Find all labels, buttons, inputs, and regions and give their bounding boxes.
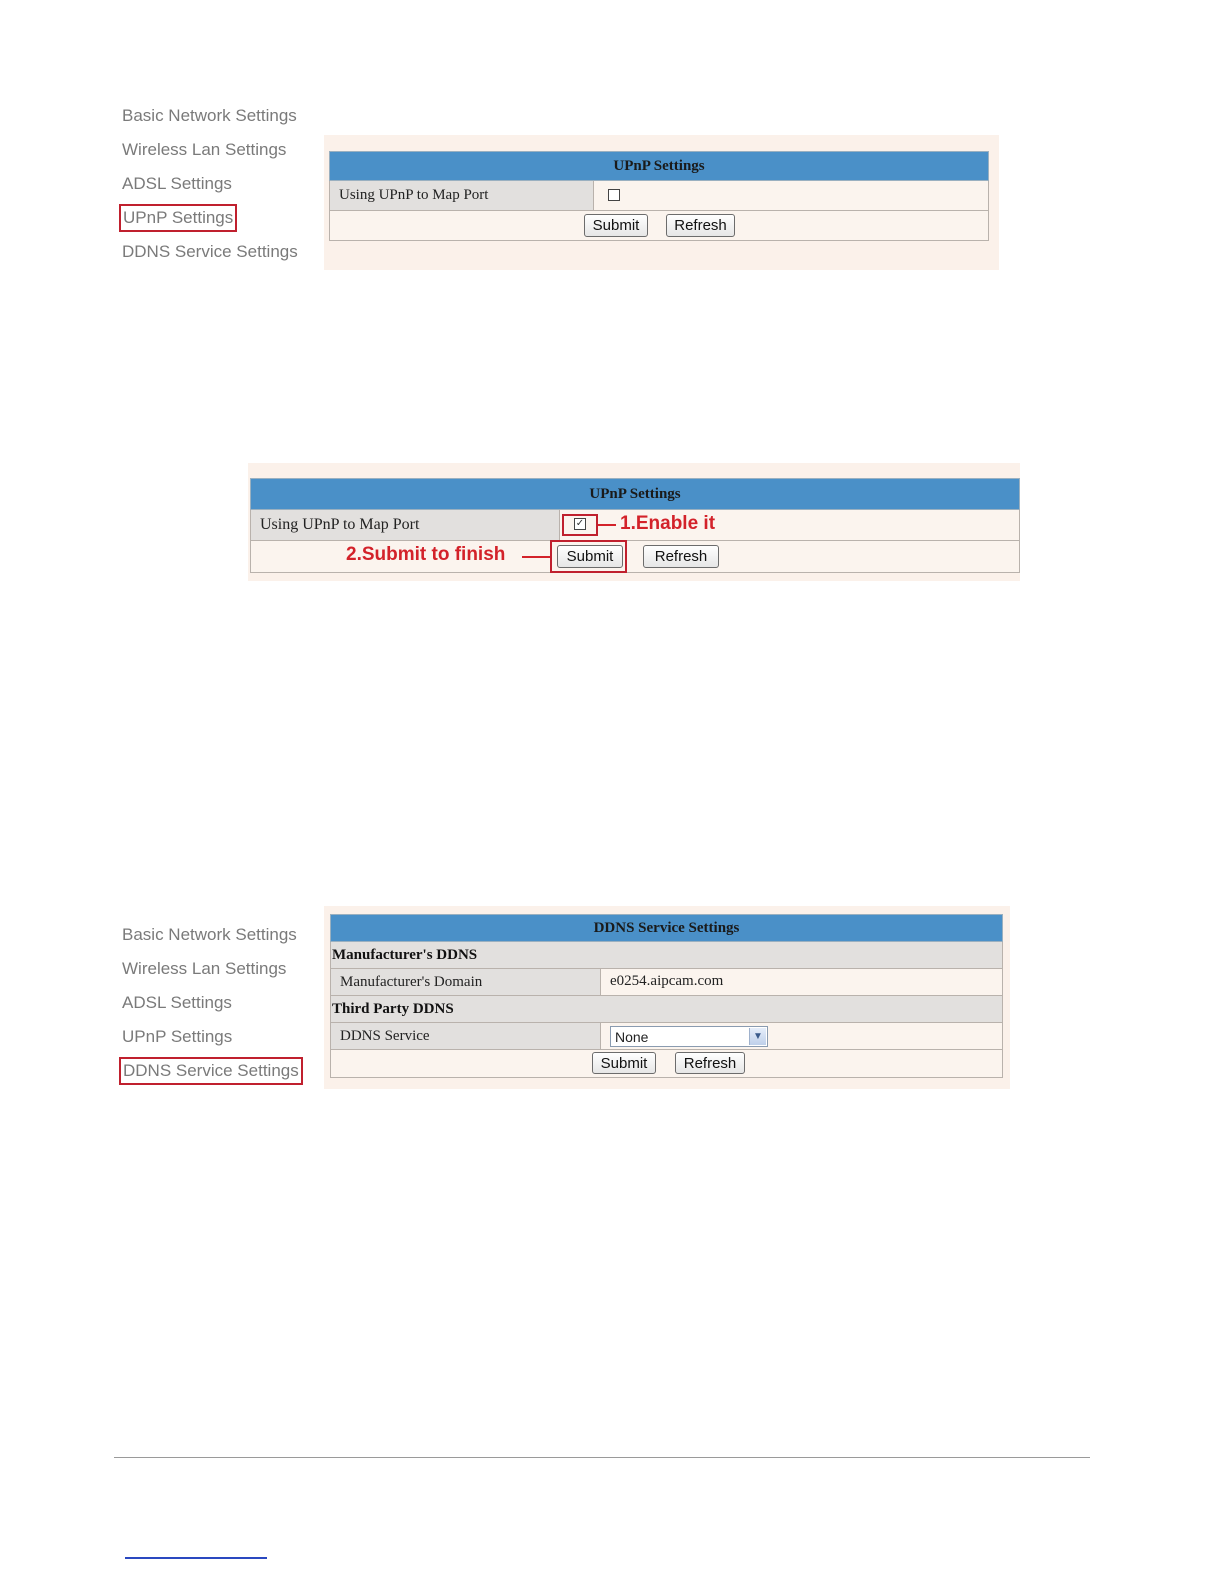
upnp-enabled-panel-title: UPnP Settings <box>250 478 1020 510</box>
menu-upnp[interactable]: UPnP Settings <box>123 208 234 227</box>
submit-button[interactable]: Submit <box>584 214 648 237</box>
upnp-buttons-row <box>329 211 989 241</box>
footer-link-underline <box>125 1557 267 1559</box>
annotation-checkbox-highlight <box>562 514 598 536</box>
annotation-submit-text: 2.Submit to finish <box>346 544 506 565</box>
upnp-enabled-checkbox[interactable]: ✓ <box>575 518 585 529</box>
ddns-panel <box>324 906 1010 1089</box>
submit-button[interactable]: Submit <box>592 1052 656 1074</box>
menu-wireless-lan[interactable]: Wireless Lan Settings <box>122 140 287 159</box>
menu-adsl[interactable]: ADSL Settings <box>122 174 232 193</box>
annotation-enable-line <box>598 524 616 526</box>
upnp-enabled-map-port-label: Using UPnP to Map Port <box>251 510 560 540</box>
submit-button[interactable]: Submit <box>557 545 623 568</box>
menu-ddns[interactable]: DDNS Service Settings <box>122 242 298 261</box>
upnp-map-port-checkbox[interactable] <box>608 189 620 201</box>
chevron-down-icon[interactable]: ▼ <box>749 1028 766 1045</box>
ddns-domain-value: e0254.aipcam.com <box>610 973 724 989</box>
ddns-third-party-section: Third Party DDNS <box>330 996 1003 1023</box>
menu-ddns[interactable]: DDNS Service Settings <box>123 1061 299 1080</box>
menu-adsl[interactable]: ADSL Settings <box>122 993 232 1012</box>
ddns-panel-title: DDNS Service Settings <box>330 914 1003 942</box>
annotation-submit-highlight <box>550 540 627 573</box>
ddns-domain-label: Manufacturer's Domain <box>331 969 601 995</box>
upnp-map-port-row <box>329 181 989 211</box>
refresh-button[interactable]: Refresh <box>675 1052 745 1074</box>
upnp-panel-title: UPnP Settings <box>329 151 989 181</box>
refresh-button[interactable]: Refresh <box>666 214 735 237</box>
ddns-service-select[interactable] <box>610 1026 768 1047</box>
ddns-service-row <box>330 1023 1003 1050</box>
menu-wireless-lan[interactable]: Wireless Lan Settings <box>122 959 287 978</box>
upnp-map-port-label: Using UPnP to Map Port <box>330 181 594 210</box>
menu-upnp[interactable]: UPnP Settings <box>122 1027 233 1046</box>
ddns-service-label: DDNS Service <box>331 1023 601 1049</box>
menu-basic-network[interactable]: Basic Network Settings <box>122 925 297 944</box>
ddns-manufacturer-section: Manufacturer's DDNS <box>330 942 1003 969</box>
menu-basic-network[interactable]: Basic Network Settings <box>122 106 297 125</box>
ddns-service-value: None <box>615 1028 649 1045</box>
upnp-panel <box>324 135 999 270</box>
annotation-submit-line <box>522 556 550 558</box>
ddns-domain-row <box>330 969 1003 996</box>
ddns-buttons-row <box>330 1050 1003 1078</box>
annotation-enable-text: 1.Enable it <box>620 513 716 534</box>
footer-divider <box>114 1457 1090 1458</box>
refresh-button[interactable]: Refresh <box>643 545 719 568</box>
